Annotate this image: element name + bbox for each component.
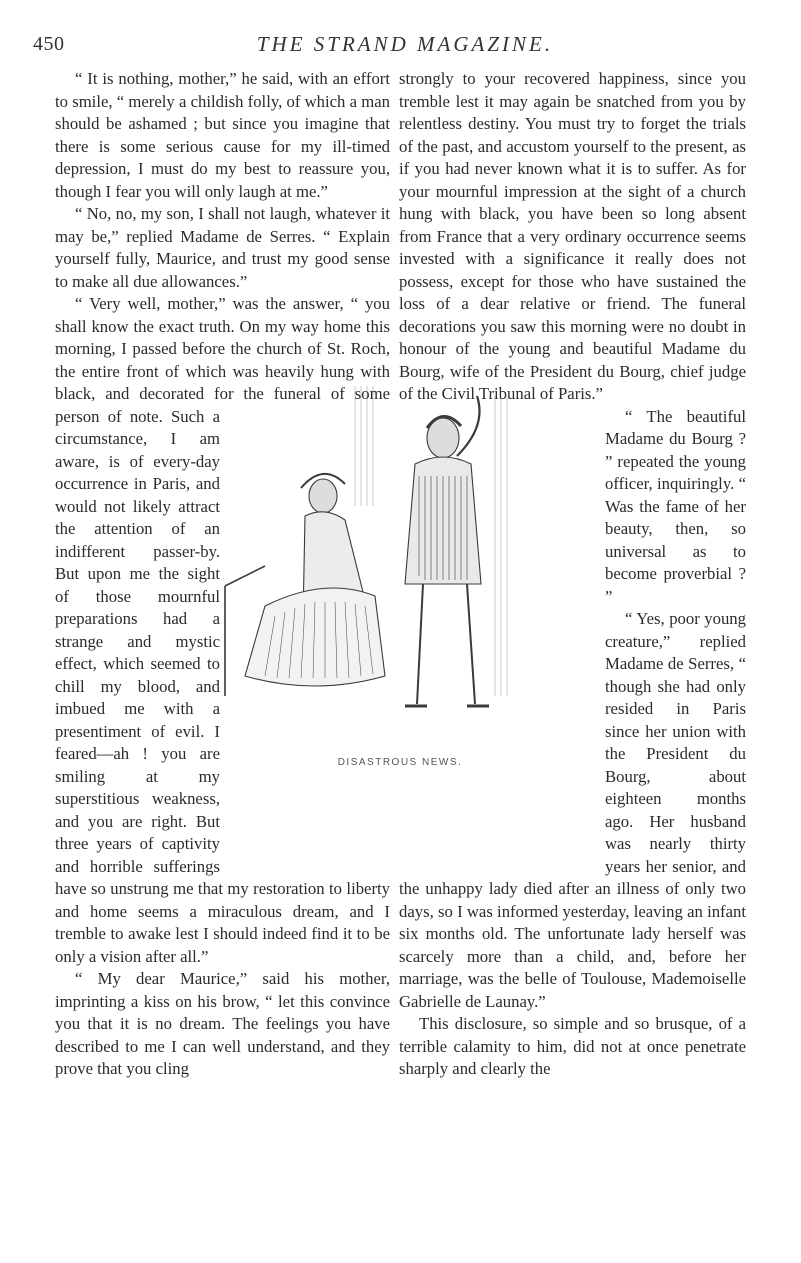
paragraph-text: Such a circumstance, I am aware, is of every-day occurrence in Paris, and would not likely attract the attention of an indifferent passer-by. But upon me the sight of those mournful preparations had a strange and mystic effect, which seemed to chill my blood, and imbued me with a presentiment of evil. I feared—ah ! you are smiling at my superstitious weakness, and you are right. But three years of captivity and horrible sufferings have so unstrung me that my restoration to liberty and home seems a miraculous dream, and I tremble to awake lest I should indeed find it to be only a vision after all.” [55, 406, 390, 966]
standing-officer-figure [405, 396, 489, 706]
page-number: 450 [33, 33, 65, 55]
paragraph: “ The beautiful Madame du Bourg ? ” repeated the young officer, inquiringly. “ Was the fame of her beauty, then, so universal as to become proverbial ? ” [605, 406, 746, 606]
paragraph: “ My dear Maurice,” said his mother, imprinting a kiss on his brow, “ let this convince you that it is no dream. The feelings you have described to me I can well understand, and they prove that you cling [55, 969, 390, 1078]
illustration-caption: DISASTROUS NEWS. [337, 757, 463, 768]
paragraph-text: “ Very well, mother,” was the answer, “ you shall know the exact truth. On my way home this morning, I passed before the church of St. Roch, the entire front of which was heavily hung with black, and decorated for the funeral of some person of note. [55, 294, 390, 426]
paragraph: This disclosure, so simple and so brusque, of a terrible calamity to him, did not at once penetrate sharply and clearly the [399, 1014, 746, 1078]
engraving-illustration [205, 376, 560, 748]
paragraph: “ It is nothing, mother,” he said, with an effort to smile, “ merely a childish folly, of which a man should be ashamed ; but since you imagine that there is some serious cause for my ill-timed depression, I must do my best to reassure you, though I fear you will only laugh at me.” [55, 69, 390, 201]
paragraph-text: “ Yes, poor young creature,” replied Madame de Serres, “ though she had only resided in Paris since her union with the President du Bourg, about eighteen months ago. Her husband was nearly thirty years her senior, and the unhappy lady died after an illness of only two days, so I was informed yesterday, leaving an infant six months old. [399, 609, 746, 943]
paragraph: “ No, no, my son, I shall not laugh, whatever it may be,” replied Madame de Serres. “ Explain yourself fully, Maurice, and trust my good sense to make all due allowances.” [55, 204, 390, 291]
running-title: THE STRAND MAGAZINE. [256, 32, 554, 56]
seated-mother-figure [245, 474, 385, 686]
paragraph: strongly to your recovered happiness, since you tremble lest it may again be snatched from you by relentless destiny. You must try to forget the trials of the past, and accustom yourself to the present, as if you had never known what it is to suffer. As for your mournful impression at the sight of a church hung with black, you have been so long absent from France that a very ordinary occurrence seems invested with a significance it really does not possess, except for those who have sustained the loss of a dear relative or friend. The funeral decorations you saw this morning were no doubt in honour of the young and beautiful Madame du Bourg, wife of the President du Bourg, chief judge of the Civil Tribunal of Paris.” [399, 69, 746, 403]
paragraph-text: The unfortunate lady herself was scarcely more than a child, and, before her marriage, was the belle of Toulouse, Mademoiselle Gabrielle de Launay.” [399, 924, 746, 1011]
